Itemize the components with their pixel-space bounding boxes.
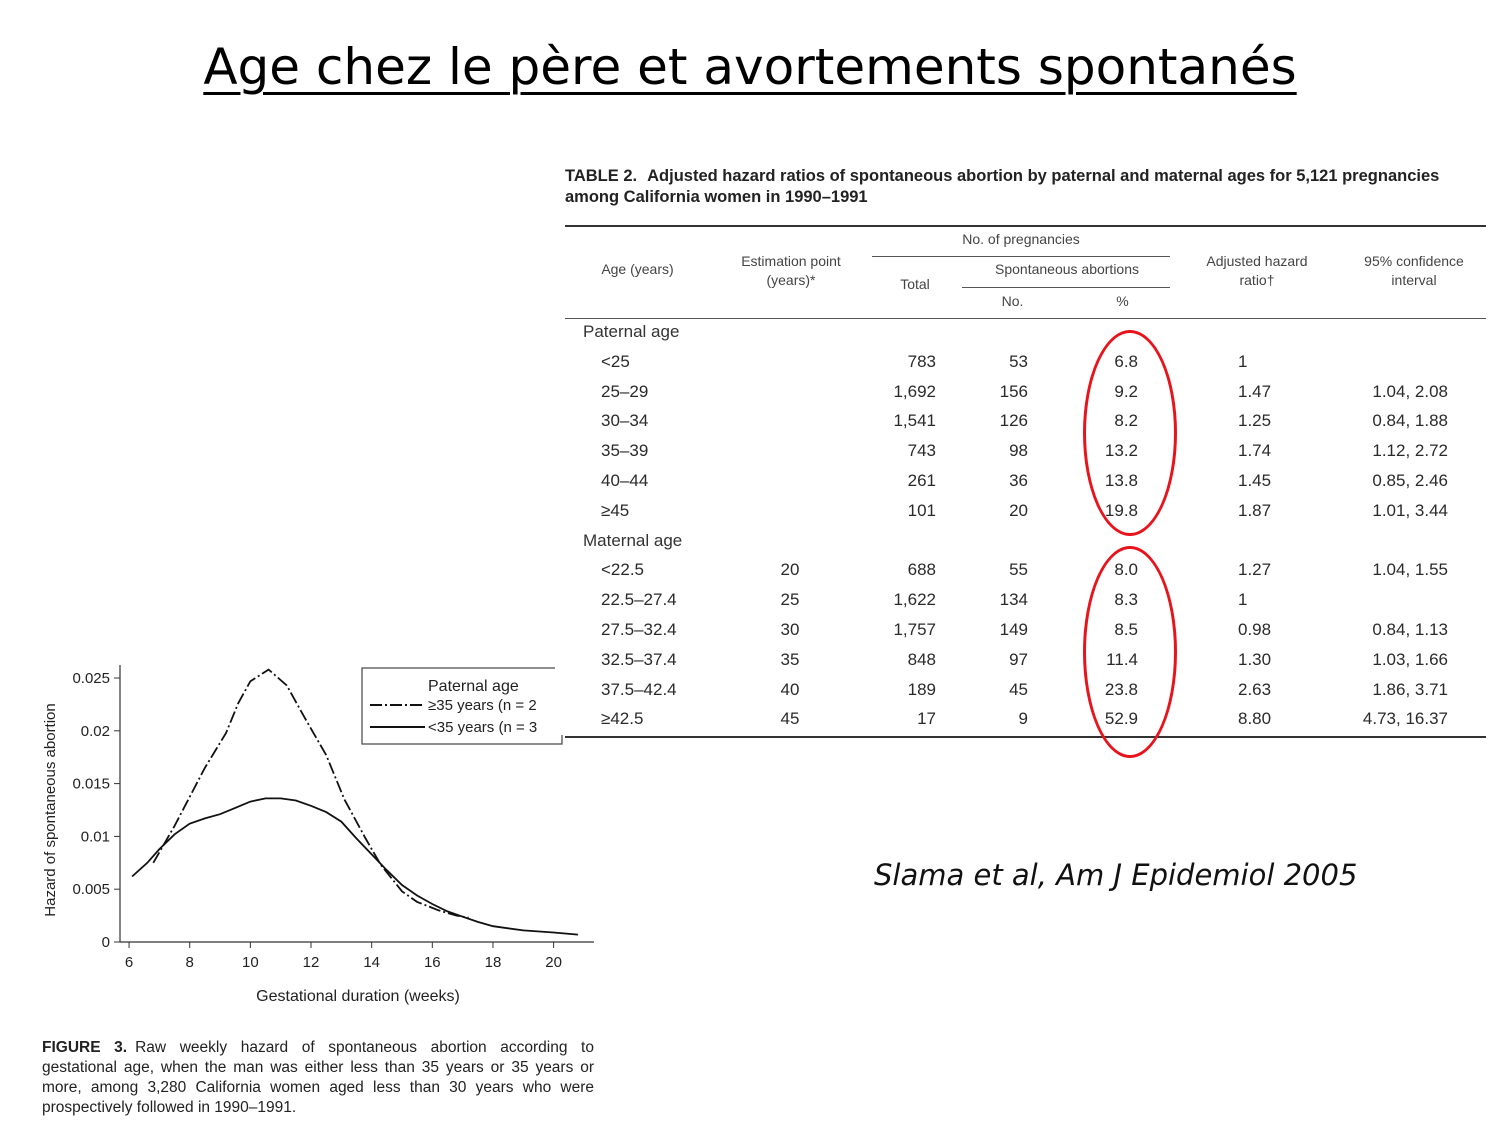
paternal-row-6-ci: 1.01, 3.44	[1372, 500, 1448, 520]
figure-label: FIGURE 3.	[42, 1039, 128, 1056]
maternal-row-4-ci: 1.03, 1.66	[1372, 649, 1448, 669]
paternal-row-1-age: <25	[601, 351, 630, 371]
figure-caption-text: Raw weekly hazard of spontaneous abortion according to gestational age, when the man was either less than 35 years or 35 years or more, among 3,280 California women aged less than 30 years who were prospectively followed in 1990–1991.	[42, 1039, 594, 1116]
maternal-row-5-age: 37.5–42.4	[601, 679, 677, 699]
maternal-row-1-age: <22.5	[601, 560, 645, 580]
header-pct: %	[1116, 293, 1129, 309]
table-header-rule	[565, 318, 1486, 319]
maternal-row-4-total: 848	[907, 649, 936, 669]
maternal-row-1-pct: 8.0	[1114, 560, 1138, 580]
maternal-row-5-est: 40	[780, 679, 800, 699]
maternal-row-2-total: 1,622	[893, 590, 936, 610]
legend-label-series-2: <35 years (n = 3	[428, 719, 538, 736]
legend-clip	[555, 655, 595, 735]
table-caption	[565, 166, 1465, 208]
maternal-row-4-age: 32.5–37.4	[601, 649, 677, 669]
figure-caption	[42, 1038, 594, 1118]
paternal-age-section: Paternal age	[583, 322, 680, 341]
paternal-row-5-no: 36	[1009, 471, 1028, 490]
paternal-row-5-total: 261	[907, 471, 936, 490]
maternal-row-5-pct: 23.8	[1104, 679, 1138, 699]
maternal-row-2-age: 22.5–27.4	[601, 590, 677, 610]
maternal-age-section: Maternal age	[583, 530, 683, 550]
maternal-row-3-hr: 0.98	[1238, 620, 1272, 639]
maternal-row-3-pct: 8.5	[1114, 620, 1138, 639]
maternal-row-6-est: 45	[780, 709, 800, 729]
paternal-row-6-no: 20	[1009, 500, 1028, 520]
paternal-row-2-no: 156	[999, 381, 1028, 401]
paternal-row-4-no: 98	[1009, 441, 1028, 461]
x-tick-label-8: 8	[185, 954, 194, 971]
legend-title: Paternal age	[428, 678, 519, 695]
header-no-pregnancies: No. of pregnancies	[962, 231, 1080, 247]
maternal-row-5-hr: 2.63	[1238, 679, 1272, 699]
table-bottom-rule	[565, 736, 1486, 738]
x-tick-label-16: 16	[423, 954, 441, 971]
maternal-row-5-ci: 1.86, 3.71	[1372, 679, 1448, 699]
paternal-row-5-hr: 1.45	[1238, 471, 1272, 490]
maternal-row-3-est: 30	[780, 620, 800, 639]
maternal-row-4-pct: 11.4	[1106, 649, 1138, 669]
paternal-row-4-pct: 13.2	[1104, 441, 1138, 461]
header-spontaneous-line	[962, 287, 1170, 288]
x-tick-label-12: 12	[302, 954, 320, 971]
paternal-row-2-age: 25–29	[601, 381, 649, 401]
maternal-row-6-age: ≥42.5	[601, 709, 644, 729]
maternal-row-4-est: 35	[780, 649, 800, 669]
paternal-row-1-no: 53	[1009, 351, 1028, 371]
y-tick-label-0.015: 0.015	[72, 775, 110, 793]
maternal-row-3-age: 27.5–32.4	[601, 620, 677, 639]
y-tick-label-0: 0	[101, 934, 110, 951]
maternal-row-4-no: 97	[1009, 649, 1028, 669]
maternal-row-3-ci: 0.84, 1.13	[1372, 620, 1448, 639]
x-tick-label-18: 18	[484, 954, 502, 971]
paternal-row-4-hr: 1.74	[1238, 441, 1272, 461]
paternal-row-3-hr: 1.25	[1238, 411, 1272, 431]
header-estimation-point: Estimation point (years)*	[741, 253, 841, 288]
x-tick-label-14: 14	[363, 954, 381, 971]
x-axis-label: Gestational duration (weeks)	[256, 988, 460, 1005]
paternal-row-3-ci: 0.84, 1.88	[1372, 411, 1448, 431]
hazard-chart	[0, 655, 600, 1015]
paternal-row-1-pct: 6.8	[1114, 351, 1138, 371]
paternal-row-2-hr: 1.47	[1238, 381, 1272, 401]
y-tick-label-0.005: 0.005	[72, 881, 110, 899]
y-tick-label-0.01: 0.01	[80, 828, 110, 846]
paternal-highlight-circle	[1083, 330, 1177, 536]
header-total: Total	[900, 276, 930, 292]
x-tick-label-6: 6	[124, 954, 134, 971]
paternal-row-5-age: 40–44	[601, 471, 649, 490]
x-tick-label-20: 20	[545, 954, 562, 971]
paternal-row-3-total: 1,541	[893, 411, 936, 431]
maternal-row-3-total: 1,757	[893, 620, 936, 639]
paternal-row-1-hr: 1	[1238, 351, 1248, 371]
y-tick-label-0.02: 0.02	[80, 722, 110, 740]
maternal-row-6-ci: 4.73, 16.37	[1362, 709, 1448, 729]
maternal-row-3-no: 149	[999, 620, 1028, 639]
y-axis-label: Hazard of spontaneous abortion	[42, 703, 59, 917]
table-caption-text: Adjusted hazard ratios of spontaneous abortion by paternal and maternal ages for 5,121 pregnancies among California women in 1990–1991	[565, 167, 1440, 206]
maternal-row-5-total: 189	[907, 679, 936, 699]
maternal-row-1-no: 55	[1009, 560, 1028, 580]
header-hazard-ratio: Adjusted hazard ratio†	[1206, 253, 1308, 288]
header-age: Age (years)	[601, 261, 674, 277]
paternal-row-3-pct: 8.2	[1114, 411, 1138, 431]
paternal-row-6-age: ≥45	[601, 500, 630, 520]
paternal-row-5-pct: 13.8	[1104, 471, 1138, 490]
paternal-row-3-age: 30–34	[601, 411, 649, 431]
maternal-row-2-est: 25	[780, 590, 800, 610]
citation: Slama et al, Am J Epidemiol 2005	[874, 858, 1358, 892]
maternal-highlight-circle	[1083, 546, 1177, 758]
maternal-row-6-total: 17	[917, 709, 936, 729]
maternal-row-6-pct: 52.9	[1104, 709, 1138, 729]
x-tick-label-10: 10	[242, 954, 259, 971]
paternal-row-2-ci: 1.04, 2.08	[1372, 381, 1448, 401]
y-tick-label-0.025: 0.025	[72, 670, 110, 687]
maternal-row-2-pct: 8.3	[1114, 590, 1138, 610]
maternal-row-1-total: 688	[907, 560, 936, 580]
header-no-pregnancies-line	[872, 256, 1170, 257]
table-top-rule	[565, 225, 1486, 227]
paternal-row-6-hr: 1.87	[1238, 500, 1272, 520]
paternal-row-1-total: 783	[907, 351, 936, 371]
paternal-row-4-ci: 1.12, 2.72	[1372, 441, 1448, 461]
table-label: TABLE 2.	[565, 167, 638, 185]
paternal-row-6-total: 101	[907, 500, 936, 520]
maternal-row-5-no: 45	[1009, 679, 1028, 699]
paternal-row-6-pct: 19.8	[1104, 500, 1138, 520]
paternal-row-4-age: 35–39	[601, 441, 649, 461]
legend-label-series-1: ≥35 years (n = 2	[428, 697, 537, 714]
maternal-row-6-hr: 8.80	[1238, 709, 1272, 729]
maternal-row-1-hr: 1.27	[1238, 560, 1272, 580]
paternal-row-2-pct: 9.2	[1114, 381, 1138, 401]
maternal-row-2-hr: 1	[1238, 590, 1248, 610]
maternal-row-4-hr: 1.30	[1238, 649, 1272, 669]
maternal-row-6-no: 9	[1018, 709, 1028, 729]
maternal-row-2-no: 134	[999, 590, 1028, 610]
paternal-row-5-ci: 0.85, 2.46	[1372, 471, 1448, 490]
paternal-row-4-total: 743	[907, 441, 936, 461]
header-confidence-interval: 95% confidence interval	[1364, 253, 1464, 288]
header-no: No.	[1001, 293, 1024, 309]
paternal-row-2-total: 1,692	[893, 381, 936, 401]
paternal-row-3-no: 126	[999, 411, 1028, 431]
maternal-row-1-ci: 1.04, 1.55	[1372, 560, 1448, 580]
maternal-row-1-est: 20	[780, 560, 800, 580]
header-spontaneous-abortions: Spontaneous abortions	[995, 261, 1139, 277]
slide-title: Age chez le père et avortements spontanés	[203, 38, 1297, 96]
